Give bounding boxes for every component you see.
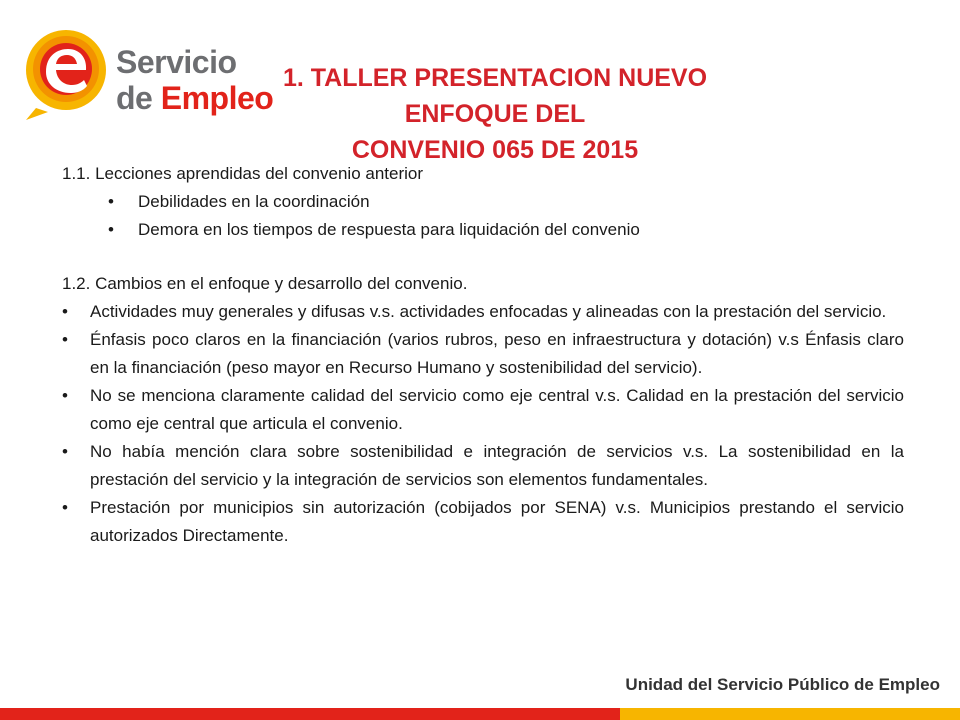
section-1-item-text: Demora en los tiempos de respuesta para liquidación del convenio: [138, 220, 640, 239]
section-2-item: [62, 438, 904, 494]
bullet: •: [108, 220, 114, 239]
section-1-item: [62, 188, 904, 216]
section-2-item-text: Actividades muy generales y difusas v.s. actividades enfocadas y alineadas con la prestación del servicio.: [90, 302, 887, 321]
section-1-item: [62, 216, 904, 244]
section-2-item-text: No se menciona claramente calidad del servicio como eje central v.s. Calidad en la prestación del servicio como eje central que articula el convenio.: [90, 386, 904, 433]
section-2-item: [62, 494, 904, 550]
bullet: •: [62, 386, 68, 405]
logo-text-de: de: [116, 80, 161, 116]
section-2-item-text: Énfasis poco claros en la financiación (varios rubros, peso en infraestructura y dotación) v.s Énfasis claro en la financiación (peso mayor en Recurso Humano y sostenibilidad del servicio).: [90, 330, 904, 377]
slide-content: [62, 160, 904, 550]
section-2-item-text: Prestación por municipios sin autorización (cobijados por SENA) v.s. Municipios prestando el servicio autorizados Directamente.: [90, 498, 904, 545]
footer-band-yellow: [620, 708, 960, 720]
section-2-heading: 1.2. Cambios en el enfoque y desarrollo del convenio.: [62, 274, 468, 293]
section-2-list: [62, 298, 904, 550]
bullet: •: [62, 330, 68, 349]
footer-color-band: [0, 708, 960, 720]
bullet: •: [108, 192, 114, 211]
slide-title-line-2: CONVENIO 065 DE 2015: [351, 136, 639, 164]
logo-text-empleo: Empleo: [160, 80, 274, 116]
section-1-heading: 1.1. Lecciones aprendidas del convenio anterior: [62, 164, 424, 183]
logo-e-icon: [22, 22, 114, 122]
bullet: •: [62, 442, 68, 461]
bullet: •: [62, 498, 68, 517]
section-2-item: [62, 298, 904, 326]
slide-title-line-1: 1. TALLER PRESENTACION NUEVO ENFOQUE DEL: [282, 64, 708, 128]
section-1-list: [62, 188, 904, 244]
section-2-item: [62, 382, 904, 438]
slide-title: [258, 60, 732, 168]
bullet: •: [62, 302, 68, 321]
footer-organization-name: Unidad del Servicio Público de Empleo: [625, 675, 940, 694]
spacer: [62, 244, 904, 270]
section-2-item: [62, 326, 904, 382]
section-1-item-text: Debilidades en la coordinación: [138, 192, 370, 211]
footer-band-red: [0, 708, 620, 720]
section-2-item-text: No había mención clara sobre sostenibilidad e integración de servicios v.s. La sostenibilidad en la prestación del servicio y la integración de servicios son elementos fundamentales.: [90, 442, 904, 489]
logo-text-de-empleo: [116, 82, 273, 114]
logo-text-servicio: Servicio: [116, 44, 237, 80]
logo: [22, 22, 274, 122]
